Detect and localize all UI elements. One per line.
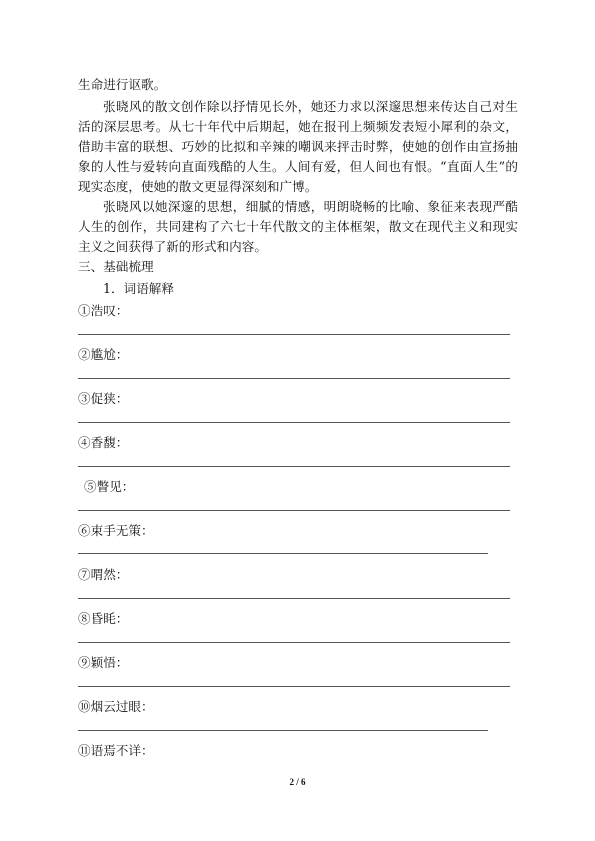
term-label-1: ①浩叹：	[78, 303, 129, 318]
term-label-2: ②尴尬：	[78, 347, 129, 362]
body-paragraph-1: 张晓风的散文创作除以抒情见长外，她还力求以深邃思想来传达自己对生活的深层思考。从七十年代中后期起，她在报刊上频频发表短小犀利的杂文，借助丰富的联想、巧妙的比拟和辛辣的嘲讽来抨击时弊，使她的创作由宣扬抽象的人性与爱转向直面残酷的人生。人间有爱，但人间也有恨。“直面人生”的现实态度，使她的散文更显得深刻和广博。	[78, 99, 518, 194]
term-label-4: ④香馥：	[78, 435, 129, 450]
body-line-0: 生命进行讴歌。	[78, 77, 167, 92]
answer-line-3[interactable]	[78, 422, 510, 423]
term-label-7: ⑦喟然：	[78, 567, 129, 582]
body-paragraph-2: 张晓风以她深邃的思想，细腻的情感，明朗晓畅的比喻、象征来表现严酷人生的创作，共同建构了六七十年代散文的主体框架，散文在现代主义和现实主义之间获得了新的形式和内容。	[78, 199, 518, 254]
answer-line-1[interactable]	[78, 334, 510, 335]
term-label-3: ③促狭：	[78, 391, 129, 406]
answer-line-7[interactable]	[78, 598, 510, 599]
term-label-8: ⑧昏眊：	[78, 611, 129, 626]
term-label-11: ⑪语焉不详：	[78, 743, 154, 758]
section-subheading: 1．词语解释	[103, 281, 174, 296]
term-label-5: ⑤瞥见：	[84, 479, 135, 494]
answer-line-6[interactable]	[78, 553, 488, 554]
answer-line-8[interactable]	[78, 642, 510, 643]
page-number: 2 / 6	[289, 777, 306, 787]
answer-line-4[interactable]	[78, 466, 510, 467]
term-label-10: ⑩烟云过眼：	[78, 699, 154, 714]
answer-line-2[interactable]	[78, 378, 510, 379]
answer-line-5[interactable]	[78, 510, 510, 511]
answer-line-9[interactable]	[78, 686, 510, 687]
term-label-9: ⑨颖悟：	[78, 655, 129, 670]
answer-line-10[interactable]	[78, 730, 488, 731]
term-label-6: ⑥束手无策：	[78, 523, 154, 538]
section-heading: 三、基础梳理	[78, 259, 154, 274]
